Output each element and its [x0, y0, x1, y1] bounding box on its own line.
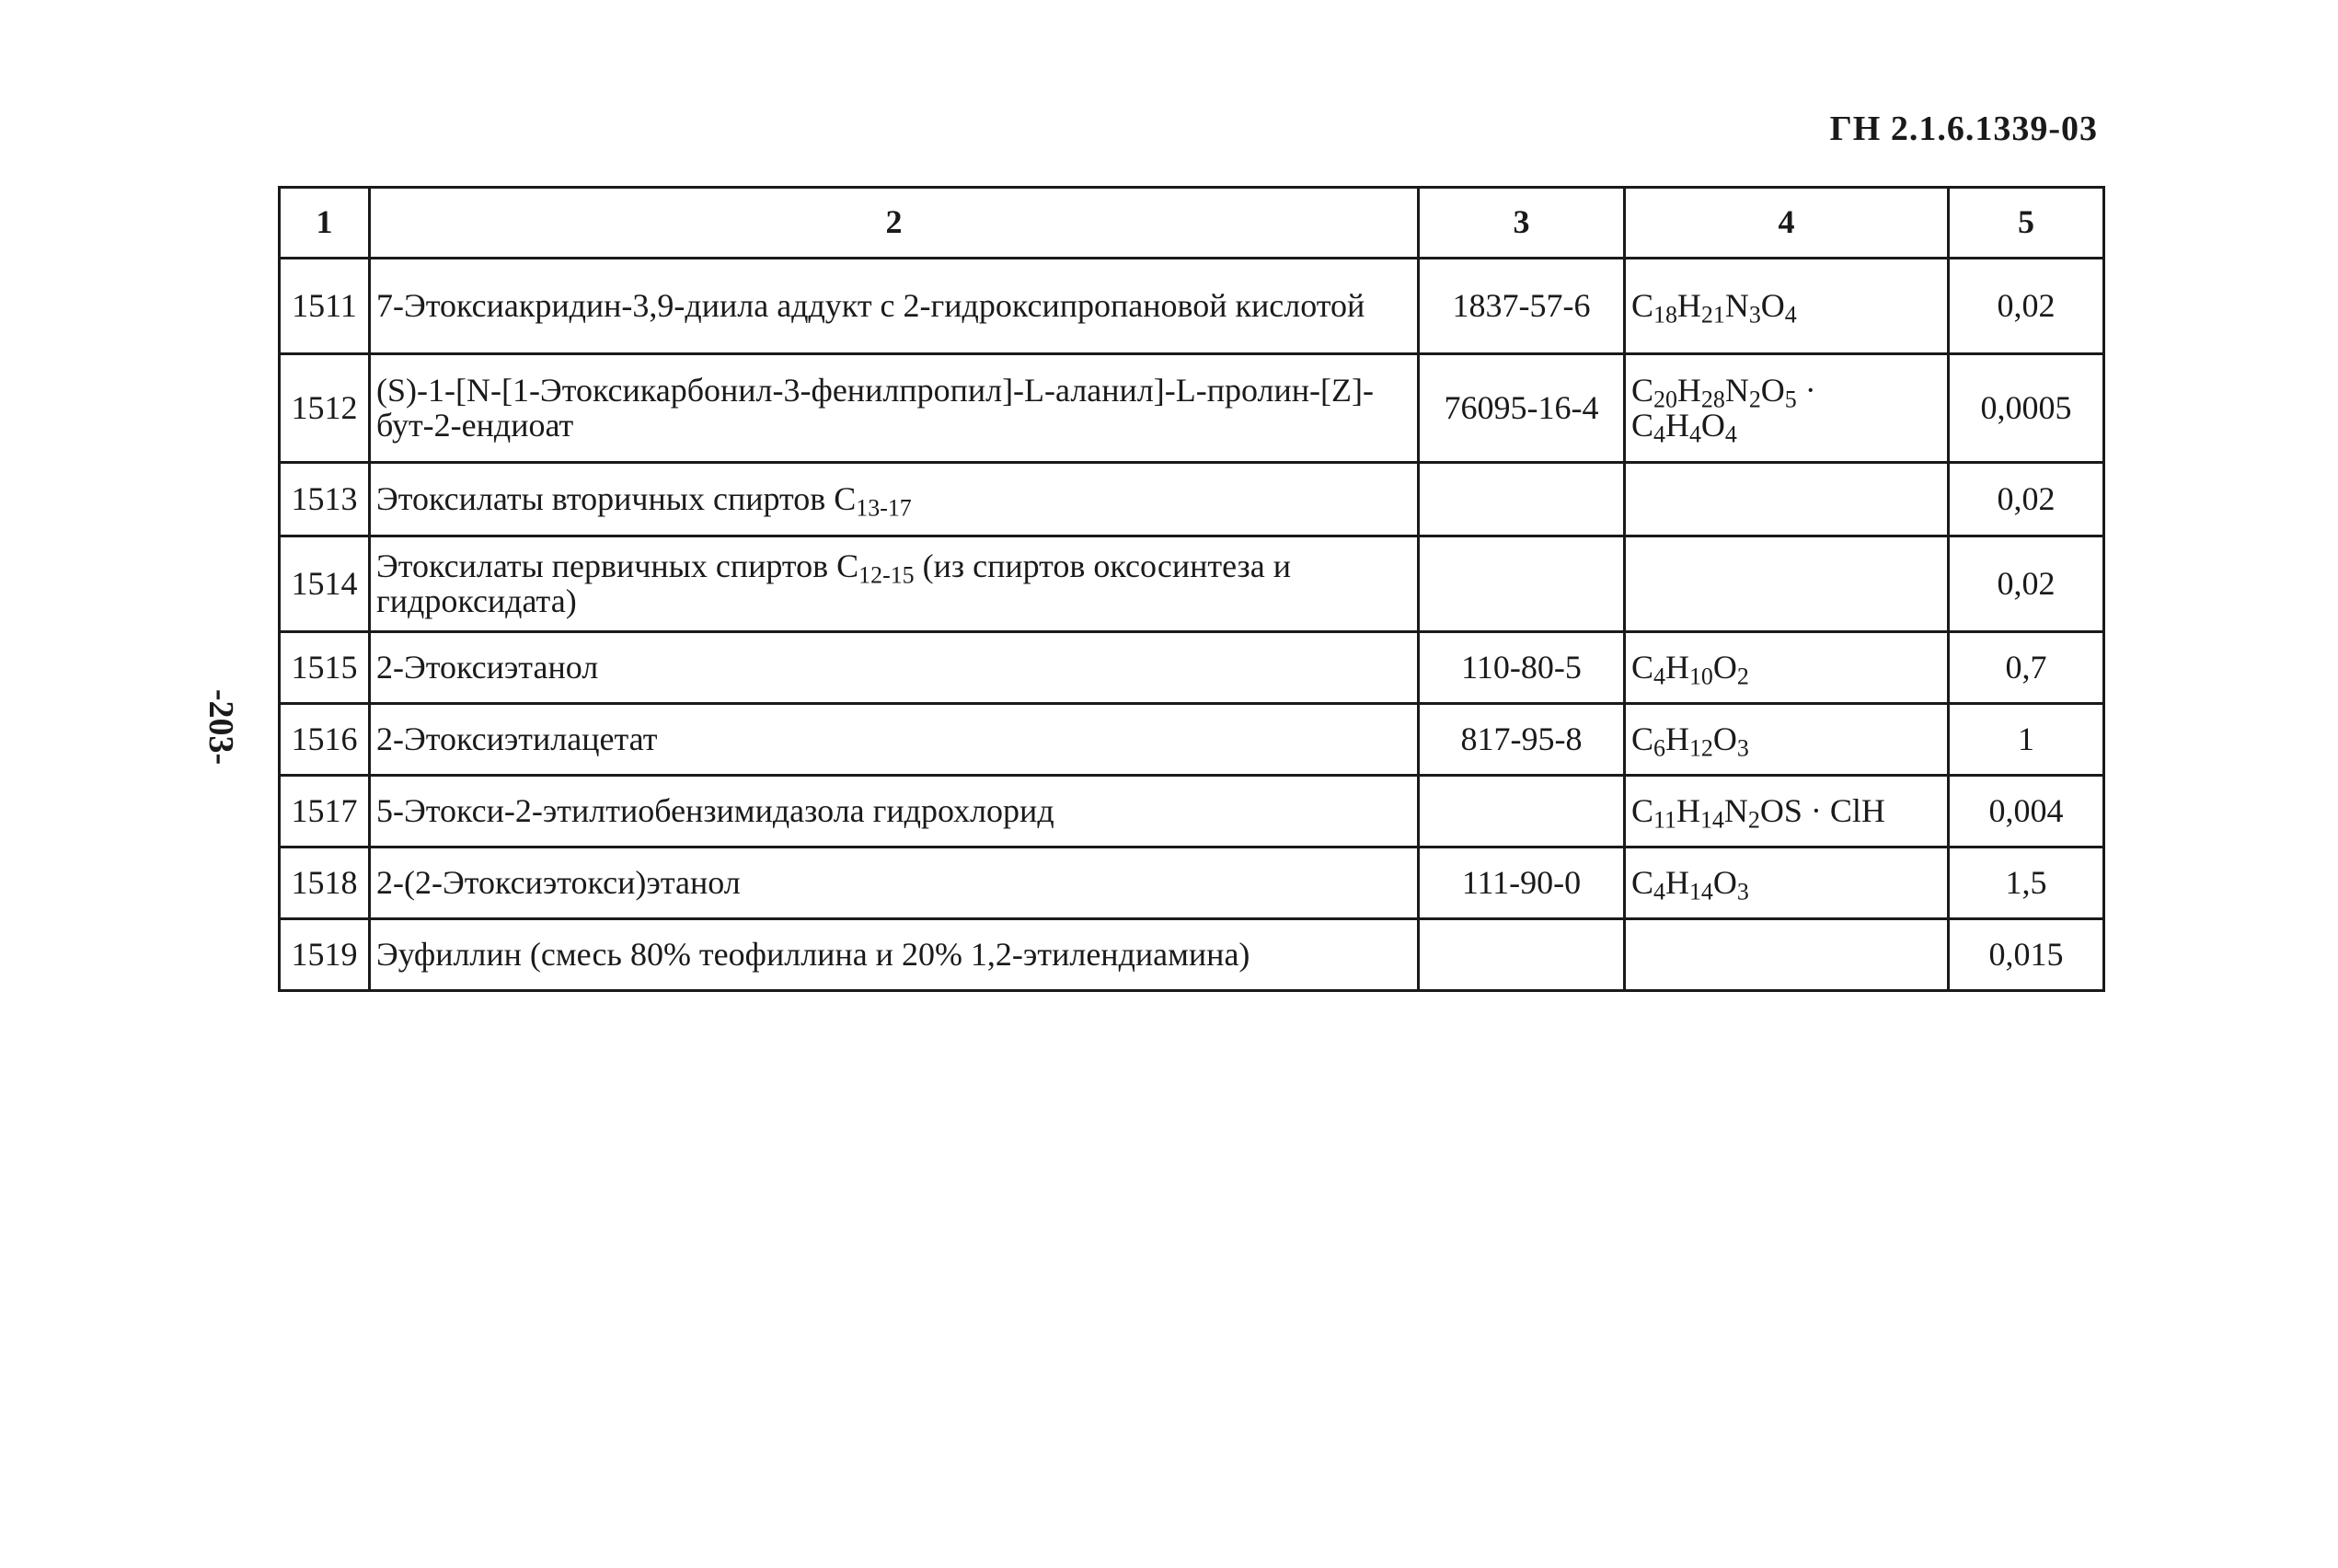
table-row: [280, 536, 2104, 632]
substances-table: [278, 186, 2105, 992]
column-header-formula: 4: [1625, 188, 1949, 259]
cell-number: 1517: [280, 776, 370, 847]
cell-limit-value: 0,02: [1949, 259, 2104, 354]
page-number: -203-: [202, 688, 240, 766]
cell-number: 1513: [280, 463, 370, 536]
cell-cas-number: [1419, 463, 1625, 536]
cell-substance-name: 5-Этокси-2-этилтиобензимидазола гидрохлорид: [370, 776, 1419, 847]
cell-substance-name: 2-Этоксиэтилацетат: [370, 704, 1419, 776]
document-code: ГН 2.1.6.1339-03: [1829, 110, 2098, 148]
table-row: [280, 354, 2104, 463]
cell-formula: $C_{18}H_{21}N_3O_4$: [1625, 259, 1949, 354]
cell-limit-value: 0,7: [1949, 632, 2104, 704]
cell-formula: $C_{11}H_{14}N_2OS$ · ClH: [1625, 776, 1949, 847]
cell-number: 1511: [280, 259, 370, 354]
cell-number: 1519: [280, 919, 370, 991]
cell-cas-number: [1419, 536, 1625, 632]
cell-substance-name: 7-Этоксиакридин-3,9-диила аддукт с 2-гидроксипропановой кислотой: [370, 259, 1419, 354]
table-body: [280, 259, 2104, 991]
cell-substance-name: Этоксилаты вторичных спиртов $C_{13-17}$: [370, 463, 1419, 536]
cell-formula: $C_4H_{14}O_3$: [1625, 847, 1949, 919]
cell-limit-value: 0,02: [1949, 463, 2104, 536]
cell-number: 1516: [280, 704, 370, 776]
cell-cas-number: 111-90-0: [1419, 847, 1625, 919]
cell-substance-name: (S)-1-[N-[1-Этоксикарбонил-3-фенилпропил]-L-аланил]-L-пролин-[Z]-бут-2-ендиоат: [370, 354, 1419, 463]
cell-cas-number: 817-95-8: [1419, 704, 1625, 776]
cell-number: 1512: [280, 354, 370, 463]
cell-formula: $C_6H_{12}O_3$: [1625, 704, 1949, 776]
table-row: [280, 776, 2104, 847]
column-header-name: 2: [370, 188, 1419, 259]
table-row: [280, 919, 2104, 991]
cell-cas-number: 76095-16-4: [1419, 354, 1625, 463]
cell-limit-value: 1: [1949, 704, 2104, 776]
cell-limit-value: 0,02: [1949, 536, 2104, 632]
cell-limit-value: 1,5: [1949, 847, 2104, 919]
cell-substance-name: 2-Этоксиэтанол: [370, 632, 1419, 704]
cell-limit-value: 0,015: [1949, 919, 2104, 991]
cell-cas-number: [1419, 776, 1625, 847]
cell-substance-name: 2-(2-Этоксиэтокси)этанол: [370, 847, 1419, 919]
cell-limit-value: 0,0005: [1949, 354, 2104, 463]
table-row: [280, 632, 2104, 704]
table-row: [280, 847, 2104, 919]
table-header-row: [280, 188, 2104, 259]
cell-number: 1515: [280, 632, 370, 704]
column-header-cas: 3: [1419, 188, 1625, 259]
column-header-number: 1: [280, 188, 370, 259]
table-row: [280, 259, 2104, 354]
cell-cas-number: 1837-57-6: [1419, 259, 1625, 354]
cell-limit-value: 0,004: [1949, 776, 2104, 847]
cell-formula: [1625, 463, 1949, 536]
column-header-value: 5: [1949, 188, 2104, 259]
cell-number: 1518: [280, 847, 370, 919]
cell-substance-name: Этоксилаты первичных спиртов $C_{12-15}$ (из спиртов оксосинтеза и гидроксидата): [370, 536, 1419, 632]
cell-substance-name: Эуфиллин (смесь 80% теофиллина и 20% 1,2-этилендиамина): [370, 919, 1419, 991]
cell-formula: $C_{20}H_{28}N_2O_5$ · $C_4H_4O_4$: [1625, 354, 1949, 463]
cell-cas-number: 110-80-5: [1419, 632, 1625, 704]
cell-formula: [1625, 919, 1949, 991]
cell-formula: $C_4H_{10}O_2$: [1625, 632, 1949, 704]
table-row: [280, 704, 2104, 776]
cell-number: 1514: [280, 536, 370, 632]
cell-cas-number: [1419, 919, 1625, 991]
table-row: [280, 463, 2104, 536]
cell-formula: [1625, 536, 1949, 632]
